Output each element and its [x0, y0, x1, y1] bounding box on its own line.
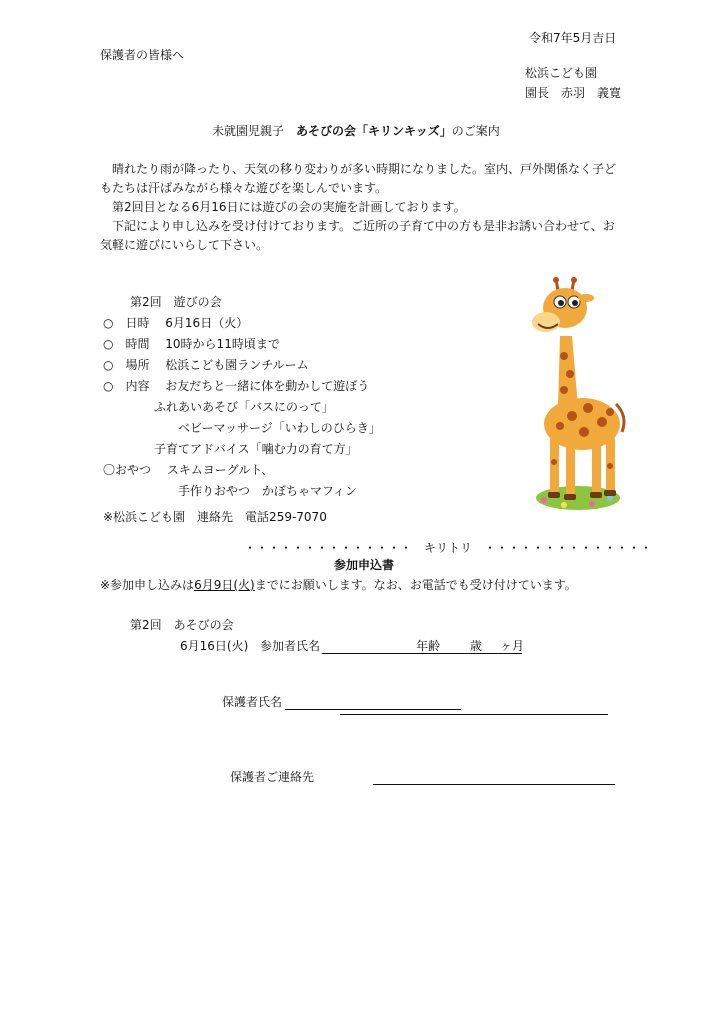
contact-info: ※松浜こども園 連絡先 電話259-7070	[103, 510, 327, 524]
guardian-name-field[interactable]	[285, 709, 461, 710]
detail-snack: 〇おやつ スキムヨーグルト、	[103, 463, 274, 477]
deadline-suffix: までにお願いします。なお、お電話でも受け付けています。	[254, 578, 577, 592]
form-deadline	[100, 578, 577, 592]
document-title	[212, 124, 500, 138]
title-main: あそびの会「キリンキッズ」	[296, 124, 452, 138]
deadline-date: 6月9日(火)	[194, 578, 255, 592]
detail-place: ○ 場所 松浜こども園ランチルーム	[103, 358, 309, 372]
detail-time: ○ 時間 10時から11時頃まで	[103, 337, 280, 351]
age-label: 年齢	[416, 639, 441, 653]
detail-content-3: ベビーマッサージ「いわしのひらき」	[178, 421, 381, 435]
deadline-prefix: ※参加申し込みは	[100, 578, 195, 592]
guardian-contact-label: 保護者ご連絡先	[230, 770, 315, 784]
giraffe-illustration	[520, 276, 630, 516]
guardian-name-field-extension	[340, 714, 608, 715]
form-title: 参加申込書	[334, 558, 395, 572]
age-months-label: ヶ月	[500, 639, 525, 653]
form-row-date: 6月16日(火)	[180, 639, 249, 653]
issue-date: 令和7年5月吉日	[529, 31, 617, 45]
participant-name-label: 参加者氏名	[260, 639, 321, 653]
detail-content-2: ふれあいあそび「バスにのって」	[154, 400, 334, 414]
organization-name: 松浜こども園	[525, 66, 598, 80]
guardian-contact-field[interactable]	[373, 784, 615, 785]
detail-snack-2: 手作りおやつ かぼちゃマフィン	[178, 484, 358, 498]
cut-line: ・・・・・・・・・・・・・・ キリトリ ・・・・・・・・・・・・・・	[244, 541, 653, 555]
director-name: 園長 赤羽 義寛	[525, 86, 622, 100]
detail-content: ○ 内容 お友だちと一緒に体を動かして遊ぼう	[103, 379, 370, 393]
intro-paragraph-3: 下記により申し込みを受け付けております。ご近所の子育て中の方も是非お誘い合わせて、お気軽に遊びにいらして下さい。	[100, 219, 615, 252]
intro-paragraph-1: 晴れたり雨が降ったり、天気の移り変わりが多い時期になりました。室内、戸外関係なく子どもたちは汗ばみながら様々な遊びを楽しんでいます。	[100, 162, 617, 195]
recipient: 保護者の皆様へ	[100, 48, 185, 62]
detail-content-4: 子育てアドバイス「噛む力の育て方」	[154, 442, 358, 456]
guardian-name-label: 保護者氏名	[222, 695, 283, 709]
intro-text	[100, 160, 620, 255]
age-years-label: 歳	[470, 639, 483, 653]
details-heading: 第2回 遊びの会	[130, 295, 222, 309]
title-prefix: 未就園児親子	[212, 124, 297, 138]
form-session: 第2回 あそびの会	[130, 618, 234, 632]
title-suffix: のご案内	[451, 124, 500, 138]
intro-paragraph-2: 第2回目となる6月16日には遊びの会の実施を計画しております。	[100, 200, 466, 214]
detail-date: ○ 日時 6月16日（火）	[103, 316, 249, 330]
